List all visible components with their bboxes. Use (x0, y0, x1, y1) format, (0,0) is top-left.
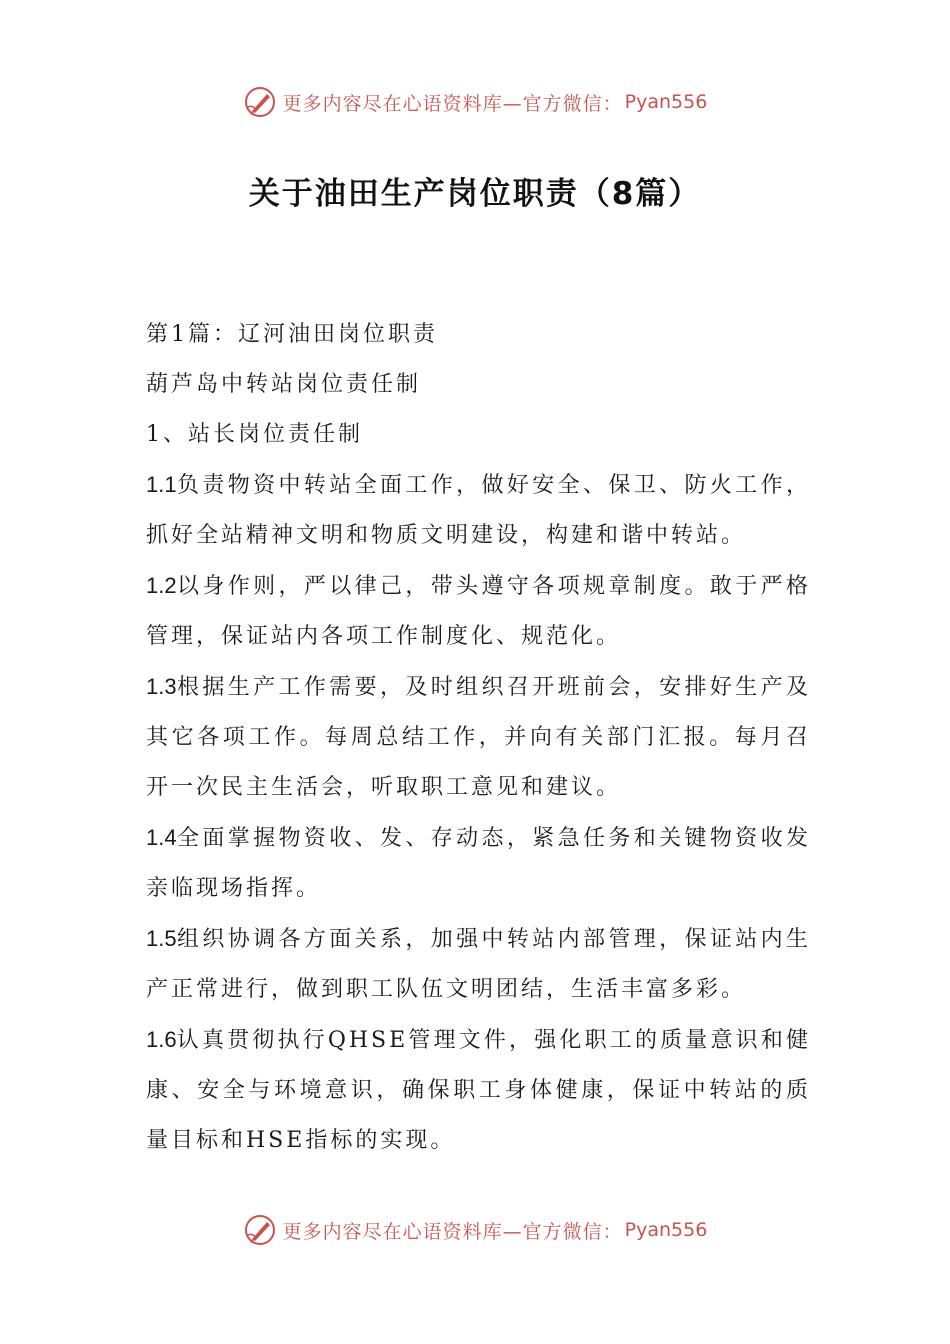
paragraph-text: 根据生产工作需要，及时组织召开班前会，安排好生产及其它各项工作。每周总结工作，并向有关部门汇报。每月召开一次民主生活会，听取职工意见和建议。 (146, 675, 811, 800)
pen-logo-icon (243, 85, 277, 119)
paragraph-number: 1.2 (146, 573, 177, 598)
paragraph-1-3 (146, 662, 811, 813)
paragraph-text: 以身作则，严以律己，带头遵守各项规章制度。敢于严格管理，保证站内各项工作制度化、规范化。 (146, 574, 811, 649)
paragraph-1-4 (146, 813, 811, 914)
paragraph-number: 1.5 (146, 926, 177, 951)
paragraph-number: 1.1 (146, 472, 177, 497)
watermark-text: 更多内容尽在心语资料库—官方微信： (282, 1220, 623, 1243)
pen-logo-icon (243, 1213, 277, 1247)
paragraph-text: 全面掌握物资收、发、存动态，紧急任务和关键物资收发亲临现场指挥。 (146, 826, 811, 901)
paragraph-1-2 (146, 561, 811, 662)
paragraph-text: 组织协调各方面关系，加强中转站内部管理，保证站内生产正常进行，做到职工队伍文明团结，生活丰富多彩。 (146, 927, 811, 1002)
watermark-header (0, 82, 950, 122)
subtitle: 葫芦岛中转站岗位责任制 (146, 372, 422, 397)
watermark-text: 更多内容尽在心语资料库—官方微信： (282, 92, 623, 115)
paragraph-number: 1.3 (146, 674, 177, 699)
document-body (146, 310, 811, 1166)
paragraph-number: 1.6 (146, 1027, 177, 1052)
paragraph-1-6 (146, 1015, 811, 1166)
section-heading: 第1篇：辽河油田岗位职责 (146, 322, 438, 347)
paragraph-text: 认真贯彻执行QHSE管理文件，强化职工的质量意识和健康、安全与环境意识，确保职工身体健康，保证中转站的质量目标和HSE指标的实现。 (146, 1028, 811, 1153)
paragraph-text: 负责物资中转站全面工作，做好安全、保卫、防火工作，抓好全站精神文明和物质文明建设，构建和谐中转站。 (146, 473, 811, 548)
watermark-footer (0, 1210, 950, 1250)
page-title: 关于油田生产岗位职责（8篇） (248, 176, 702, 212)
watermark-wechat-id: Pyan556 (624, 1219, 708, 1241)
paragraph-1-5 (146, 914, 811, 1015)
paragraph-number: 1.4 (146, 825, 177, 850)
watermark-wechat-id: Pyan556 (624, 91, 708, 113)
item-heading: 1、站长岗位责任制 (146, 422, 363, 447)
paragraph-1-1 (146, 460, 811, 561)
